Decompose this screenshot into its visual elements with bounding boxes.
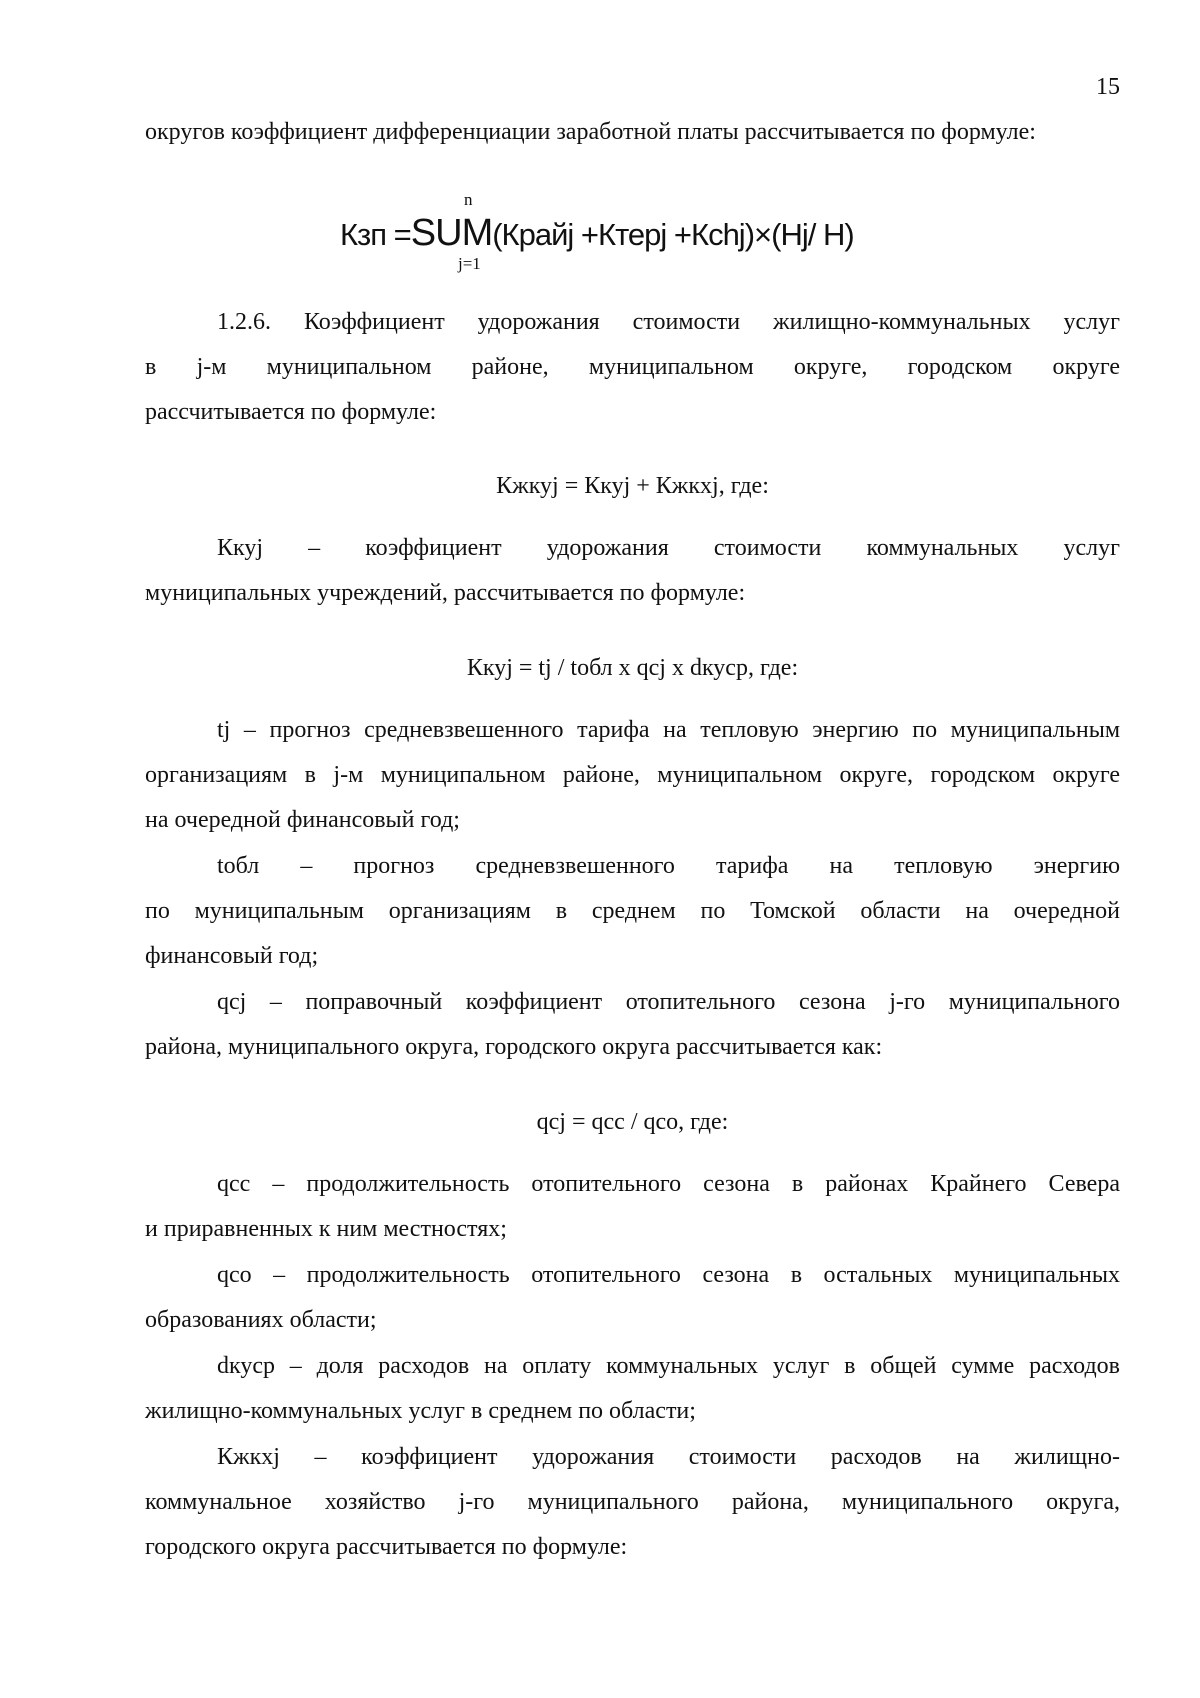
paragraph-line: Кжкхj – коэффициент удорожания стоимости расходов на жилищно- [217, 1444, 1120, 1470]
page-number: 15 [1096, 74, 1120, 100]
paragraph-line: коммунальное хозяйство j-го муниципального района, муниципального округа, [145, 1489, 1120, 1515]
paragraph-line: и приравненных к ним местностях; [145, 1216, 507, 1242]
paragraph-line: Ккуj – коэффициент удорожания стоимости коммунальных услуг [217, 535, 1120, 561]
paragraph-line: жилищно-коммунальных услуг в среднем по области; [145, 1398, 696, 1424]
paragraph-line: рассчитывается по формуле: [145, 399, 437, 425]
formula-kzp-expression [340, 212, 854, 255]
paragraph-line: организациям в j-м муниципальном районе, муниципальном округе, городском округе [145, 762, 1120, 788]
paragraph-line: в j-м муниципальном районе, муниципальном округе, городском округе [145, 354, 1120, 380]
paragraph-line: городского округа рассчитывается по формуле: [145, 1534, 628, 1560]
paragraph-line: муниципальных учреждений, рассчитывается по формуле: [145, 580, 746, 606]
formula-kkuj: Ккуj = tj / tобл x qcj x dкуср, где: [466, 655, 799, 681]
paragraph-line: dкуср – доля расходов на оплату коммунальных услуг в общей сумме расходов [217, 1353, 1120, 1379]
paragraph-line: района, муниципального округа, городского округа рассчитывается как: [145, 1034, 883, 1060]
paragraph-line: qco – продолжительность отопительного сезона в остальных муниципальных [217, 1262, 1120, 1288]
paragraph-line: qcj – поправочный коэффициент отопительного сезона j-го муниципального [217, 989, 1120, 1015]
paragraph-line: tобл – прогноз средневзвешенного тарифа на тепловую энергию [217, 853, 1120, 879]
sum-lower-limit: j=1 [458, 254, 481, 273]
sum-upper-limit: n [464, 190, 473, 209]
formula-kzp [340, 190, 960, 280]
formula-qcj: qcj = qcc / qco, где: [536, 1109, 729, 1135]
paragraph-line: 1.2.6. Коэффициент удорожания стоимости жилищно-коммунальных услуг [217, 309, 1120, 335]
formula-kzhkuj: Кжкуj = Ккуj + Кжкхj, где: [496, 473, 769, 499]
paragraph-line: округов коэффициент дифференциации заработной платы рассчитывается по формуле: [145, 119, 1036, 145]
formula-body: (Крайj +Ктерj +Ксhj)×(Hj/ H) [492, 217, 854, 252]
paragraph-line: по муниципальным организациям в среднем по Томской области на очередной [145, 898, 1120, 924]
paragraph-line: qcc – продолжительность отопительного сезона в районах Крайнего Севера [217, 1171, 1120, 1197]
formula-lhs: Кзп = [340, 217, 411, 252]
paragraph-line: финансовый год; [145, 943, 319, 969]
paragraph-line: образованиях области; [145, 1307, 377, 1333]
paragraph-line: на очередной финансовый год; [145, 807, 460, 833]
formula-sum: SUM [410, 212, 493, 254]
paragraph-line: tj – прогноз средневзвешенного тарифа на тепловую энергию по муниципальным [217, 717, 1120, 743]
